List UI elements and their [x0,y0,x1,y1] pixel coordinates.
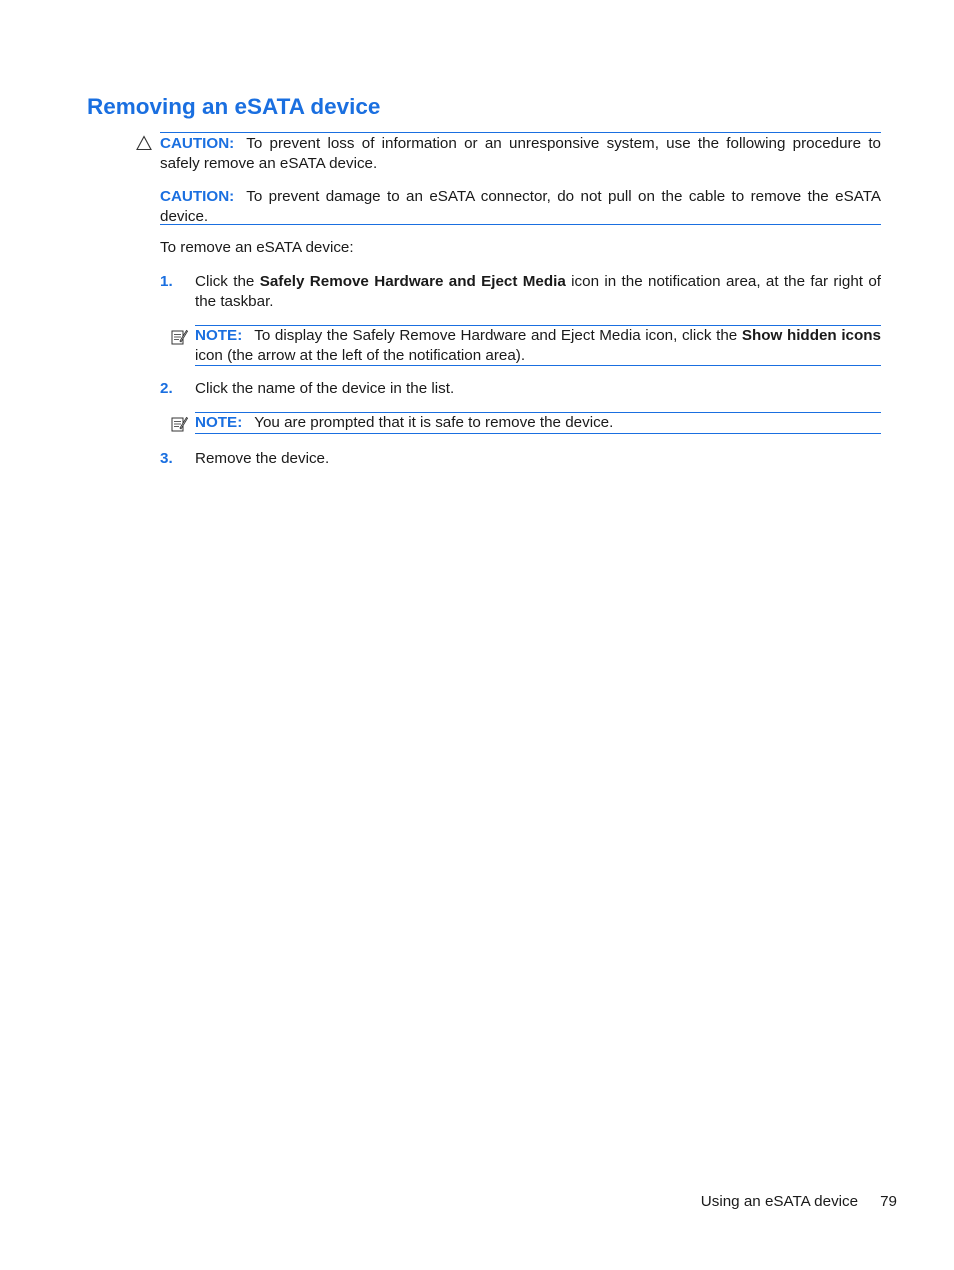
caution-label: CAUTION: [160,135,235,152]
list-item-step-1 [160,272,881,311]
note-box-2 [195,412,881,434]
note-pad-icon [170,328,188,346]
step-text [195,272,881,311]
step-text: Click the name of the device in the list. [195,380,455,397]
note-label: NOTE: [195,327,243,344]
step-text-part: icon in the notification area, at the far right of the taskbar. [195,273,881,310]
note-text [195,326,881,365]
caution-notice-2 [160,187,881,226]
step-number: 2. [160,380,173,397]
note-text [195,413,881,433]
caution-group [160,132,881,225]
caution-label: CAUTION: [160,188,235,205]
step-number: 3. [160,450,173,467]
note-box-1 [195,325,881,366]
caution-triangle-icon [136,135,152,151]
step-number: 1. [160,273,173,290]
page-number: 79 [880,1193,897,1210]
note-pad-icon [170,415,188,433]
footer-section-title: Using an eSATA device [700,1193,859,1210]
note-bold-term: Show hidden icons [741,327,881,344]
step-text: Remove the device. [195,450,330,467]
page-footer [701,1192,897,1212]
list-item-step-2 [160,379,881,399]
caution-notice-1 [160,134,881,173]
list-item-step-3 [160,449,881,469]
note-text-part: icon (the arrow at the left of the notification area). [195,346,526,364]
step-bold-term: Safely Remove Hardware and Eject Media [259,273,566,290]
note-text-part: To display the Safely Remove Hardware and Eject Media icon, click the [254,327,742,344]
page-title: Removing an eSATA device [87,94,381,119]
caution-text: To prevent loss of information or an unresponsive system, use the following procedure to safely remove an eSATA device. [160,135,881,172]
note-text-part: You are prompted that it is safe to remove the device. [254,414,614,431]
caution-text: To prevent damage to an eSATA connector, do not pull on the cable to remove the eSATA device. [160,188,881,225]
procedure-intro: To remove an eSATA device: [160,239,354,256]
step-text-part: Click the [195,273,260,290]
note-label: NOTE: [195,414,243,431]
